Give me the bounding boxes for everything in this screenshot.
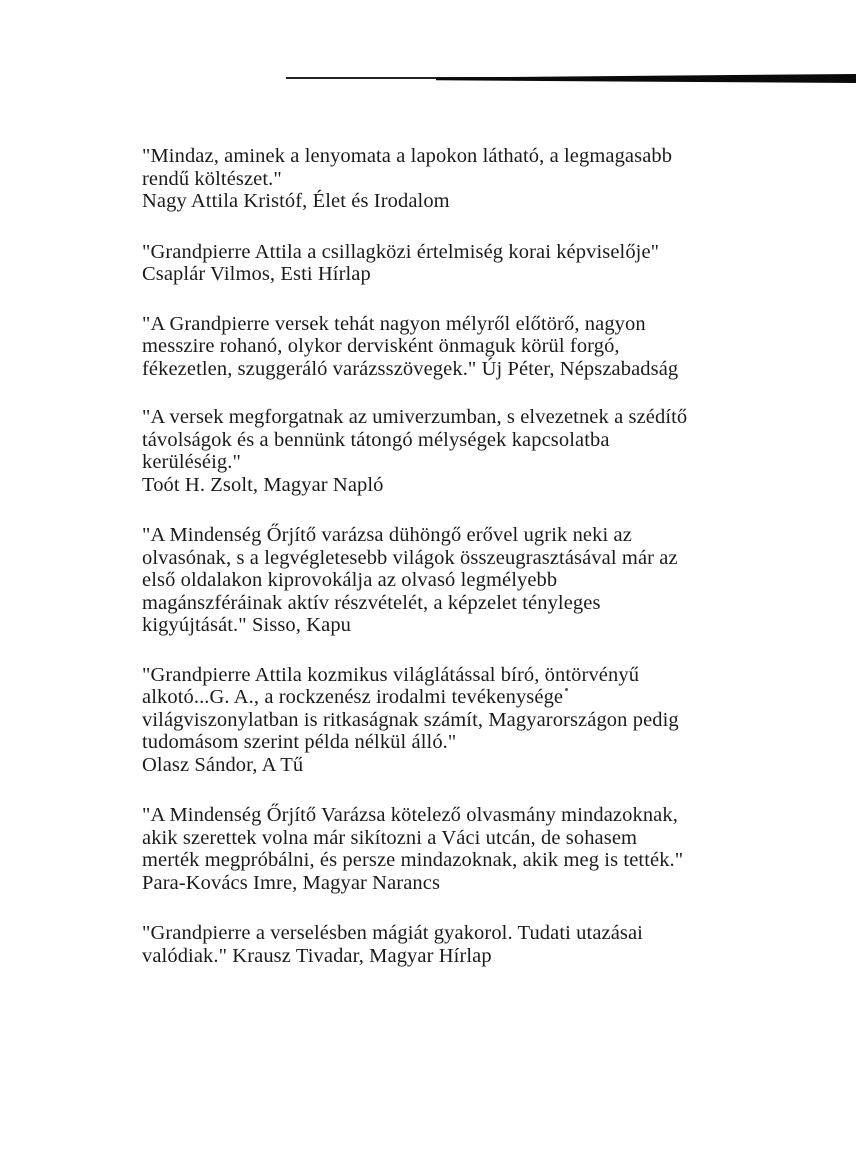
quote-line: távolságok és a bennünk tátongó mélységek kapcsolatba (142, 428, 610, 451)
quote-line: alkotó...G. A., a rockzenész irodalmi tevékenysége (142, 686, 564, 708)
quote-block (142, 145, 752, 213)
quote-line: kerüléséig." (142, 451, 241, 473)
quote-attribution: Para-Kovács Imre, Magyar Narancs (142, 871, 441, 894)
quote-line: első oldalakon kiprovokálja az olvasó legmélyebb (142, 569, 558, 591)
quote-attribution: Olasz Sándor, A Tű (142, 753, 304, 776)
quote-line: világviszonylatban is ritkaságnak számít, Magyarországon pedig (142, 708, 679, 731)
quote-block (142, 406, 752, 496)
quote-line: "A versek megforgatnak az umiverzumban, s elvezetnek a szédítő (142, 406, 688, 428)
quote-line: "A Mindenség Őrjítő varázsa dühöngő erővel ugrik neki az (142, 524, 632, 546)
quote-attribution: Csaplár Vilmos, Esti Hírlap (142, 263, 371, 285)
quote-line: akik szerettek volna már sikítozni a Váci utcán, de sohasem (142, 826, 638, 849)
quote-line: merték megpróbálni, és persze mindazoknak, akik meg is tették." (142, 849, 684, 871)
quote-block (142, 241, 752, 286)
quote-line: "Grandpierre a verselésben mágiát gyakorol. Tudati utazásai (142, 922, 643, 944)
quote-line: "A Grandpierre versek tehát nagyon mélyről előtörő, nagyon (142, 312, 646, 335)
quote-block (142, 313, 752, 381)
quote-list (142, 145, 752, 991)
quote-block (142, 804, 752, 894)
quote-block (142, 922, 752, 967)
quote-line: olvasónak, s a legvégletesebb világok összeugrasztásával már az (142, 546, 678, 569)
quote-line: rendű költészet." (142, 167, 282, 190)
quote-line: "Grandpierre Attila kozmikus világlátással bíró, öntörvényű (142, 663, 640, 686)
quote-line: fékezetlen, szuggeráló varázsszövegek." Új Péter, Népszabadság (142, 357, 679, 380)
quote-line: "Grandpierre Attila a csillagközi értelmiség korai képviselője" (142, 240, 660, 263)
quote-line: tudomásom szerint példa nélkül álló." (142, 731, 457, 753)
quote-line: "Mindaz, aminek a lenyomata a lapokon látható, a legmagasabb (142, 145, 673, 167)
header-rule-thick (436, 74, 856, 83)
quote-block (142, 664, 752, 777)
quote-block (142, 524, 752, 637)
quote-line: messzire rohanó, olykor dervisként önmaguk körül forgó, (142, 335, 620, 357)
quote-line: magánszféráinak aktív részvételét, a képzelet tényleges (142, 591, 601, 614)
header-rule (286, 74, 856, 84)
quote-attribution: Nagy Attila Kristóf, Élet és Irodalom (142, 190, 450, 212)
quote-line: kigyújtását." Sisso, Kapu (142, 614, 352, 636)
quote-line: "A Mindenség Őrjítő Varázsa kötelező olvasmány mindazoknak, (142, 804, 678, 826)
quote-attribution: Toót H. Zsolt, Magyar Napló (142, 473, 384, 496)
quote-line: valódiak." Krausz Tivadar, Magyar Hírlap (142, 944, 492, 967)
